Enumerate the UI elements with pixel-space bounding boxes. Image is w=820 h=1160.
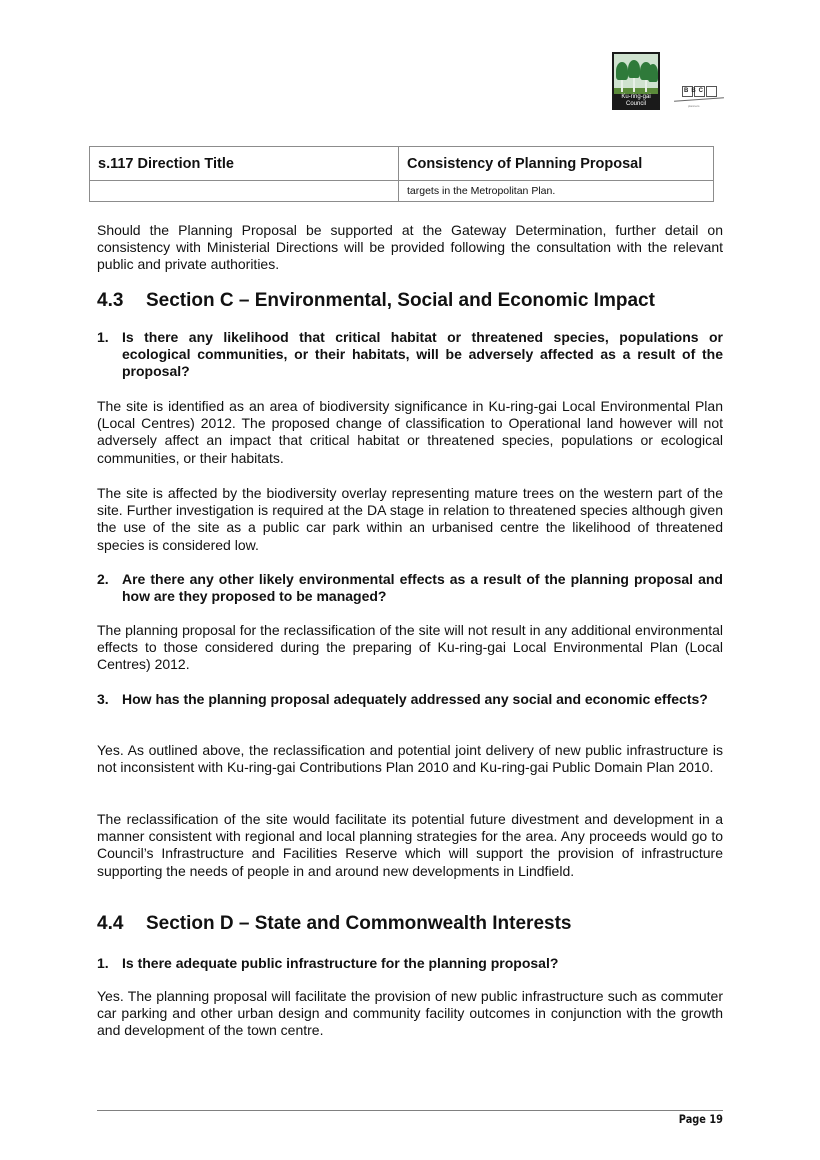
question-number: 3.: [97, 691, 109, 707]
council-logo: [612, 52, 660, 110]
question-text: Is there adequate public infrastructure for the planning proposal?: [122, 955, 559, 971]
section-c-title: Section C – Environmental, Social and Economic Impact: [146, 290, 655, 311]
section-d-number: 4.4: [97, 913, 124, 934]
section-c-question-2: [97, 571, 723, 605]
table-header-direction-title: s.117 Direction Title: [90, 147, 399, 181]
section-c-q3-answer-2: The reclassification of the site would facilitate its potential future divestment and development in a manner consistent with regional and local planning strategies for the area. Any proceeds would go to Council’s Infrastructure and Facilities Reserve which will support the provision of infrastructure supporting the needs of people in and around new developments in Lindfield.: [97, 811, 723, 879]
section-c-q1-answer-2: The site is affected by the biodiversity overlay representing mature trees on the western part of the site. Further investigation is required at the DA stage in relation to threatened species although given the use of the site as a public car park within an urbanised centre the likelihood of threatened species is considered low.: [97, 485, 723, 553]
question-number: 1.: [97, 955, 109, 971]
table-row: [90, 181, 714, 202]
section-c-heading: [97, 290, 655, 312]
table-cell-consistency: targets in the Metropolitan Plan.: [399, 181, 714, 202]
section-c-q3-answer-1: Yes. As outlined above, the reclassification and potential joint delivery of new public infrastructure is not inconsistent with Ku-ring-gai Contributions Plan 2010 and Ku-ring-gai Public Domain Plan 2010.: [97, 742, 723, 776]
question-text: Is there any likelihood that critical habitat or threatened species, populations or ecological communities, or their habitats, will be adversely affected as a result of the proposal?: [122, 329, 723, 380]
s117-direction-table: [89, 146, 714, 202]
section-d-title: Section D – State and Commonwealth Interests: [146, 913, 572, 934]
section-c-question-1: [97, 329, 723, 381]
header-logos: [612, 52, 724, 112]
section-c-number: 4.3: [97, 290, 124, 311]
question-text: Are there any other likely environmental effects as a result of the planning proposal and how are they proposed to be managed?: [122, 571, 723, 605]
page-number: Page 19: [678, 1112, 723, 1126]
council-logo-text: Ku-ring-gai Council: [621, 94, 651, 107]
section-d-heading: [97, 913, 571, 935]
question-number: 1.: [97, 329, 109, 345]
bbc-logo: [674, 88, 724, 110]
footer-divider: [97, 1110, 723, 1111]
section-c-q2-answer: The planning proposal for the reclassification of the site will not result in any additional environmental effects to those considered during the preparing of Ku-ring-gai Local Environmental Plan (Local Centres) 2012.: [97, 622, 723, 673]
table-header-consistency: Consistency of Planning Proposal: [399, 147, 714, 181]
section-c-q1-answer-1: The site is identified as an area of biodiversity significance in Ku-ring-gai Local Environmental Plan (Local Centres) 2012. The proposed change of classification to Operational land however will not adversely affect an impact that critical habitat or threatened species, populations or ecological communities, or their habitats.: [97, 398, 723, 466]
question-number: 2.: [97, 571, 109, 587]
question-text: How has the planning proposal adequately addressed any social and economic effects?: [122, 691, 708, 707]
section-d-q1-answer: Yes. The planning proposal will facilitate the provision of new public infrastructure such as commuter car parking and other urban design and community facility outcomes in conjunction with the growth and development of the town centre.: [97, 988, 723, 1039]
bbc-logo-subtext: planners: [688, 104, 700, 108]
table-cell-direction: [90, 181, 399, 202]
section-d-question-1: [97, 955, 723, 972]
section-c-question-3: [97, 691, 723, 708]
bbc-logo-text: BBC: [684, 88, 706, 94]
table-header-row: [90, 147, 714, 181]
intro-paragraph: Should the Planning Proposal be supported at the Gateway Determination, further detail on consistency with Ministerial Directions will be provided following the consultation with the relevant public and private authorities.: [97, 222, 723, 273]
